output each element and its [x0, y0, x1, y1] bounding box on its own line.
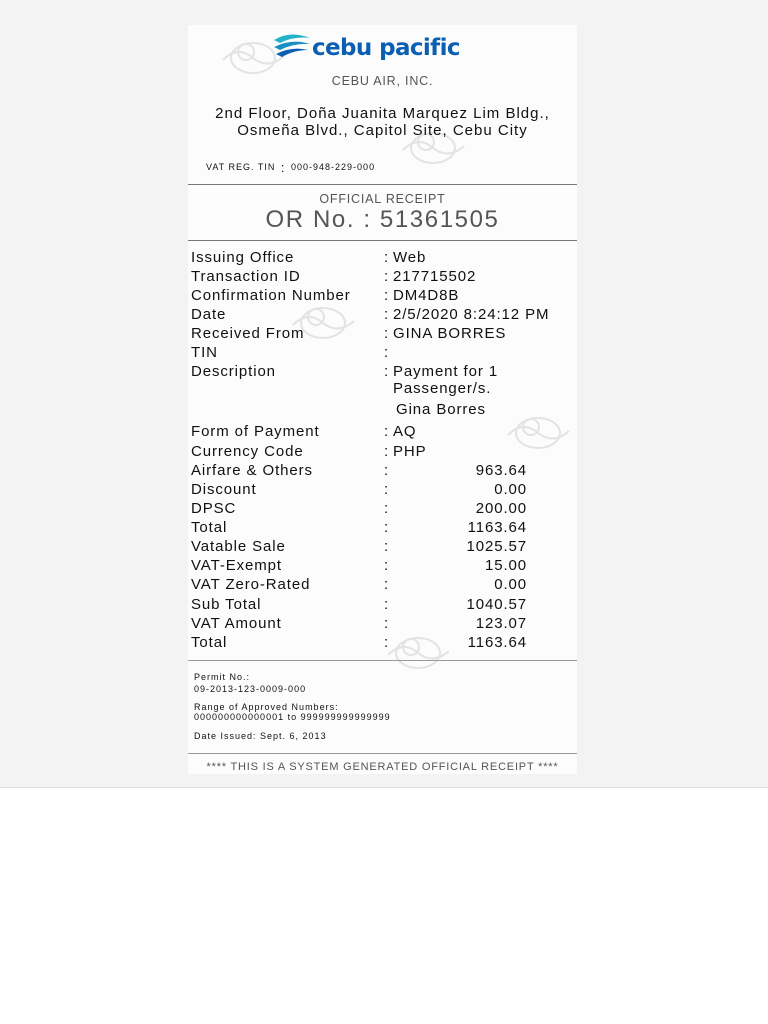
address-line-2: Osmeña Blvd., Capitol Site, Cebu City	[237, 122, 528, 139]
range-label: Range of Approved Numbers:	[194, 702, 339, 712]
amount-colon: :	[384, 519, 390, 536]
amount-label: Total	[191, 519, 228, 536]
brand-name: cebu pacific	[312, 35, 460, 61]
detail-value: GINA BORRES	[393, 325, 507, 342]
amount-label: VAT Zero-Rated	[191, 576, 311, 593]
divider	[188, 660, 577, 661]
amount-label: Discount	[191, 481, 257, 498]
detail-colon: :	[384, 423, 390, 440]
vat-label: VAT REG. TIN	[206, 162, 276, 172]
amount-value: 1163.64	[467, 519, 527, 536]
detail-colon: :	[384, 249, 390, 266]
detail-value: PHP	[393, 443, 427, 460]
amount-colon: :	[384, 538, 390, 555]
amount-label: Airfare & Others	[191, 462, 313, 479]
official-receipt-label: OFFICIAL RECEIPT	[319, 192, 446, 206]
vat-colon: :	[280, 160, 286, 175]
amount-value: 1040.57	[466, 596, 527, 613]
amount-value: 15.00	[484, 557, 527, 574]
amount-label: Sub Total	[191, 596, 262, 613]
detail-colon: :	[384, 287, 390, 304]
permit-label: Permit No.:	[194, 672, 251, 682]
amount-value: 200.00	[475, 500, 527, 517]
date-issued: Date Issued: Sept. 6, 2013	[194, 731, 327, 741]
range-value: 000000000000001 to 999999999999999	[194, 712, 391, 722]
detail-colon: :	[384, 443, 390, 460]
divider	[188, 184, 577, 185]
amount-value: 0.00	[494, 481, 527, 498]
amount-colon: :	[384, 462, 390, 479]
detail-value: DM4D8B	[393, 287, 460, 304]
company-name: CEBU AIR, INC.	[331, 74, 434, 88]
cebu-pacific-logo	[272, 28, 460, 66]
amount-value: 1163.64	[467, 634, 527, 651]
amount-value: 963.64	[475, 462, 527, 479]
amount-label: VAT-Exempt	[191, 557, 282, 574]
detail-label: Form of Payment	[191, 423, 320, 440]
divider	[188, 753, 577, 754]
amount-label: Vatable Sale	[191, 538, 286, 555]
divider	[188, 240, 577, 241]
amount-colon: :	[384, 500, 390, 517]
amount-colon: :	[384, 615, 390, 632]
amount-colon: :	[384, 557, 390, 574]
detail-colon: :	[384, 268, 390, 285]
detail-value: 217715502	[393, 268, 477, 285]
cebu-pacific-bird-logo-icon	[272, 30, 312, 64]
amount-label: Total	[191, 634, 228, 651]
detail-value: Passenger/s.	[393, 380, 492, 397]
amount-colon: :	[384, 481, 390, 498]
permit-number: 09-2013-123-0009-000	[194, 684, 307, 694]
detail-label: Date	[191, 306, 227, 323]
passenger-name: Gina Borres	[396, 401, 486, 418]
or-number: OR No. : 51361505	[265, 206, 500, 233]
amount-colon: :	[384, 596, 390, 613]
system-generated-notice: **** THIS IS A SYSTEM GENERATED OFFICIAL RECEIPT ****	[206, 761, 559, 773]
detail-colon: :	[384, 325, 390, 342]
amount-label: VAT Amount	[191, 615, 282, 632]
official-receipt	[188, 25, 577, 774]
detail-label: Received From	[191, 325, 305, 342]
detail-colon: :	[384, 344, 390, 361]
amount-colon: :	[384, 576, 390, 593]
detail-value: Web	[393, 249, 427, 266]
amount-value: 123.07	[475, 615, 527, 632]
detail-colon: :	[384, 306, 390, 323]
address-line-1: 2nd Floor, Doña Juanita Marquez Lim Bldg.,	[215, 105, 550, 122]
detail-label: Currency Code	[191, 443, 304, 460]
detail-label: Confirmation Number	[191, 287, 351, 304]
detail-colon: :	[384, 363, 390, 380]
vat-reg-tin	[206, 158, 375, 173]
amount-value: 1025.57	[466, 538, 527, 555]
vat-value: 000-948-229-000	[291, 162, 376, 172]
amount-colon: :	[384, 634, 390, 651]
mascot-watermark-icon	[503, 405, 573, 455]
detail-value: Payment for 1	[393, 363, 499, 380]
detail-label: TIN	[191, 344, 218, 361]
detail-value: AQ	[393, 423, 417, 440]
amount-label: DPSC	[191, 500, 237, 517]
detail-label: Description	[191, 363, 276, 380]
detail-label: Issuing Office	[191, 249, 295, 266]
detail-label: Transaction ID	[191, 268, 301, 285]
amount-value: 0.00	[494, 576, 527, 593]
detail-value: 2/5/2020 8:24:12 PM	[393, 306, 550, 323]
